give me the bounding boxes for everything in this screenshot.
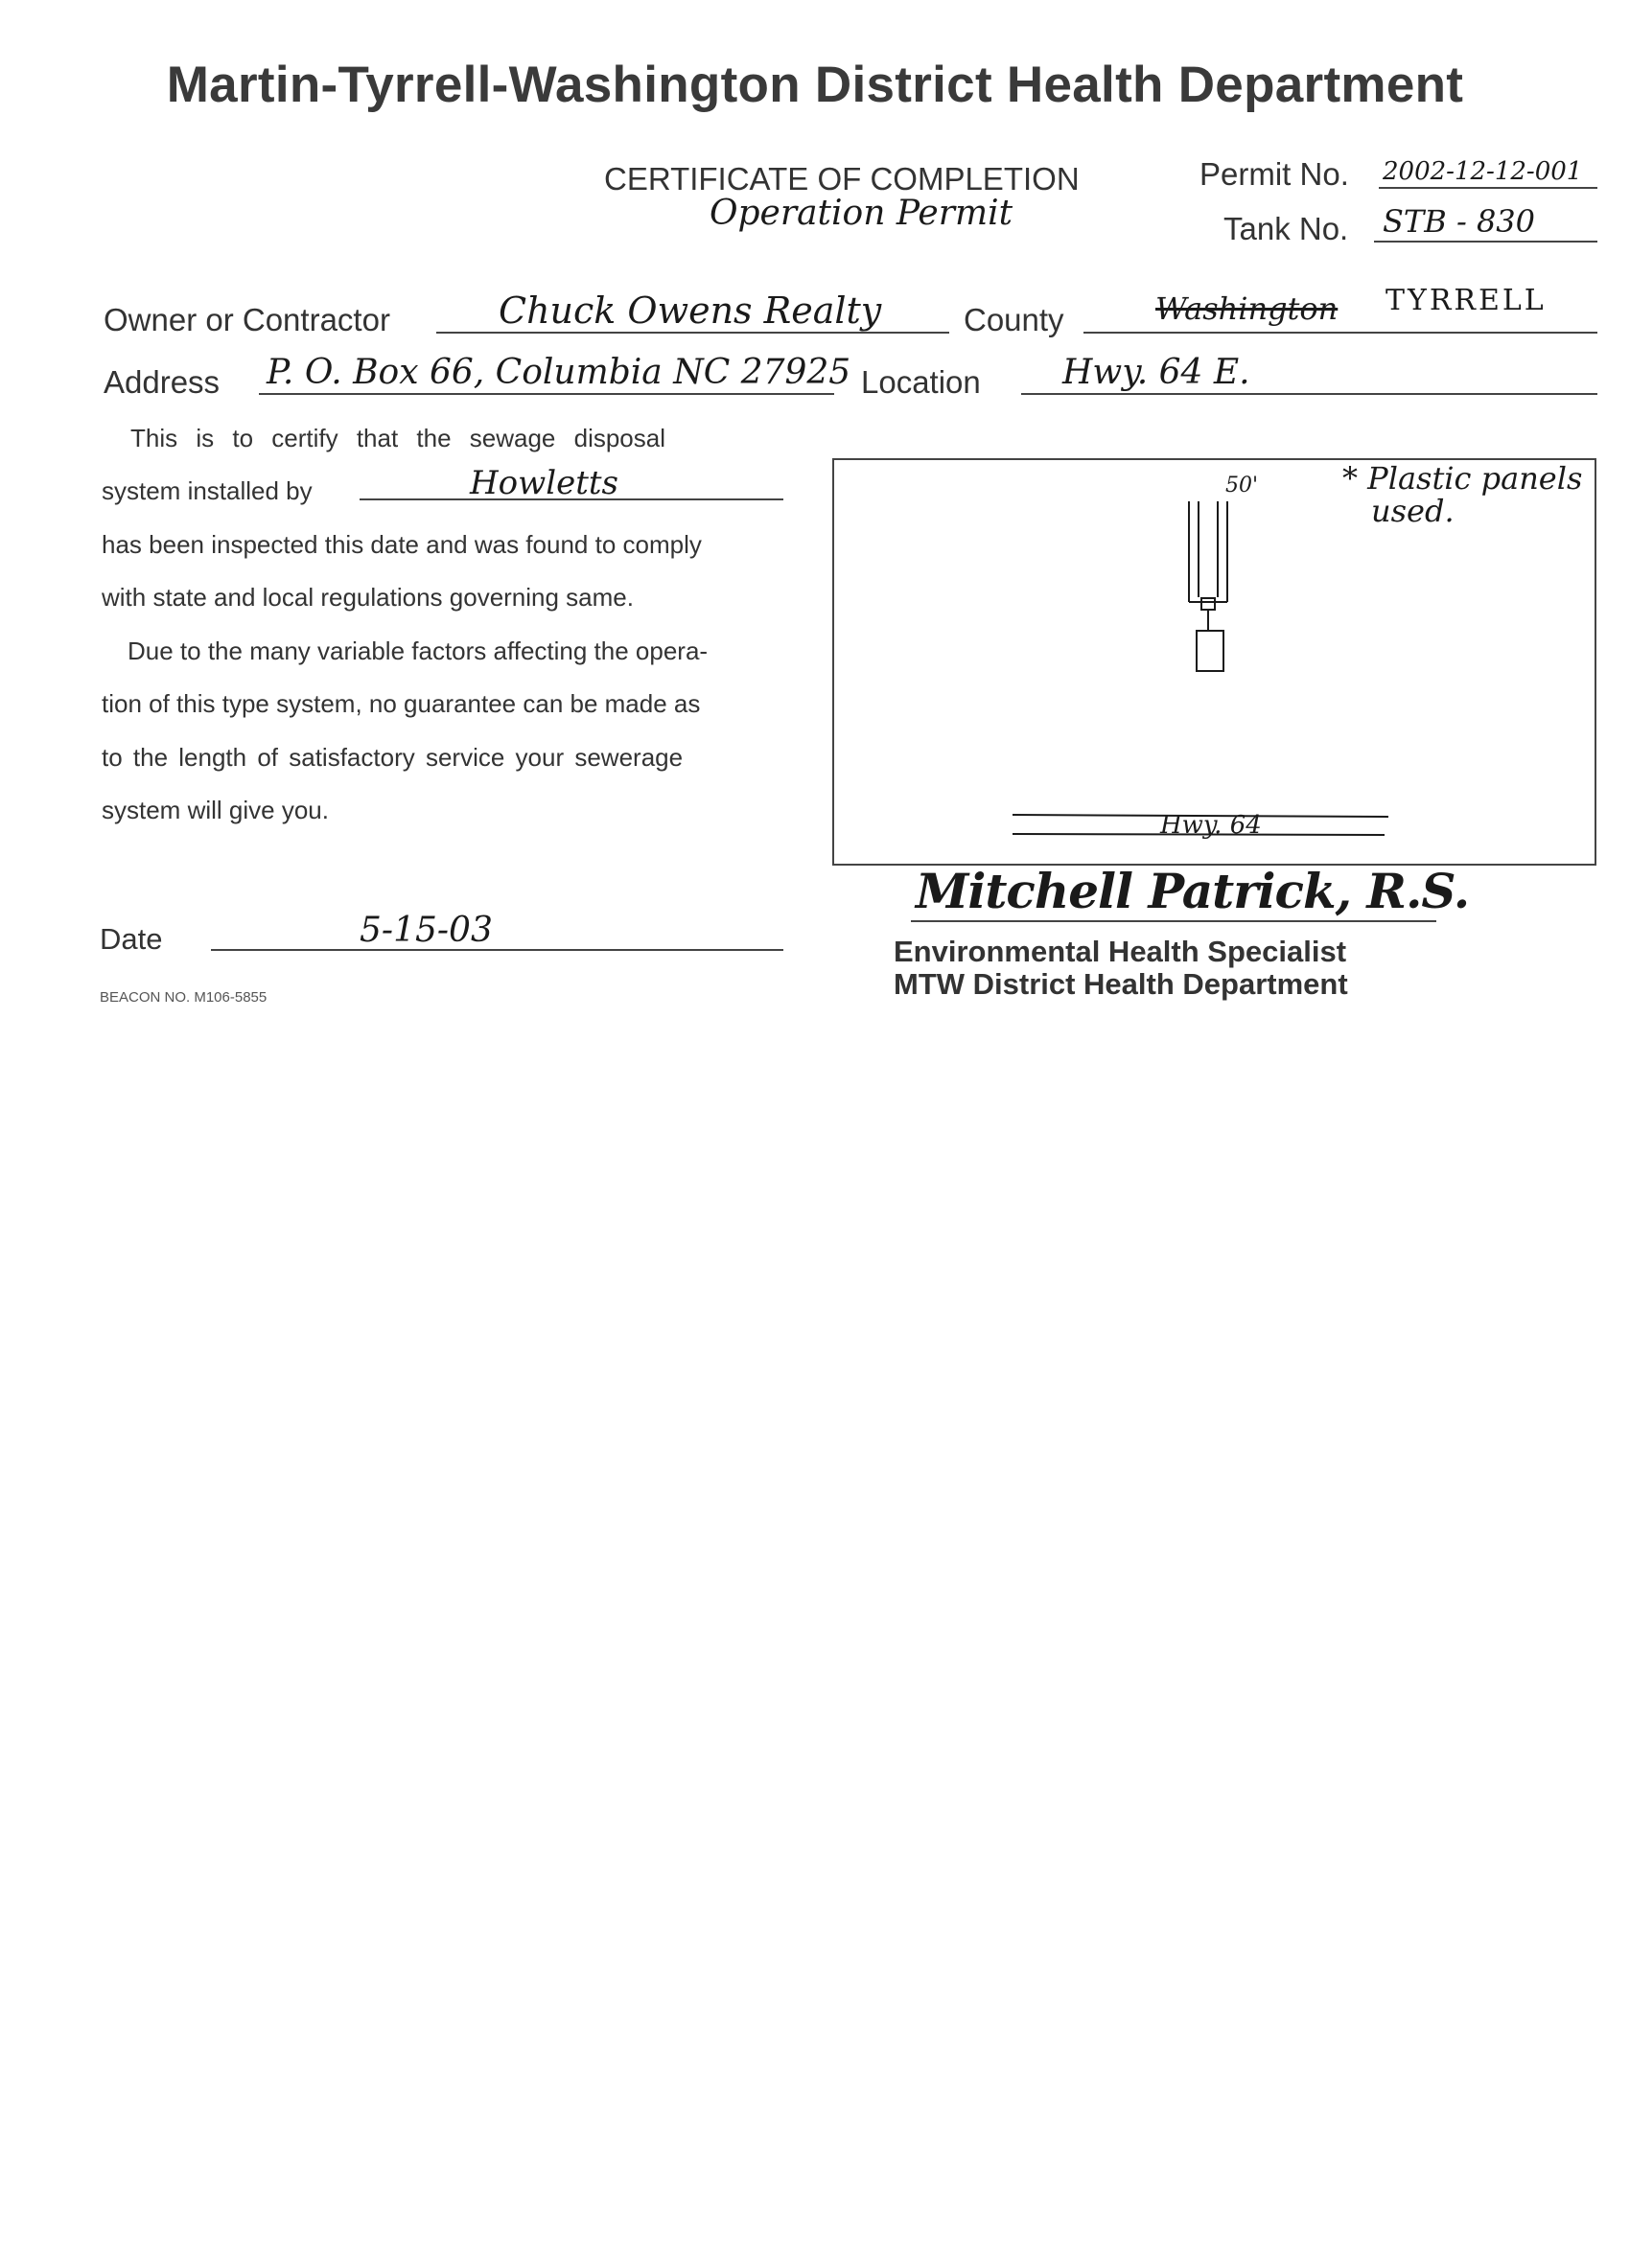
certify-line-3: has been inspected this date and was found to comply [102,530,702,559]
tank-line [1374,241,1597,243]
address-label: Address [104,364,221,400]
location-value: Hwy. 64 E. [1062,353,1250,392]
permit-value: 2002-12-12-001 [1383,157,1583,186]
permit-line [1379,187,1597,189]
address-value: P. O. Box 66, Columbia NC 27925 [267,353,851,392]
date-label: Date [100,922,163,956]
signature: Mitchell Patrick, R.S. [916,863,1470,919]
beacon-number: BEACON NO. M106-5855 [100,989,268,1006]
certificate-title: CERTIFICATE OF COMPLETION [604,161,1080,197]
county-struck: Washington [1155,290,1339,327]
signer-title: Environmental Health Specialist [894,935,1347,968]
permit-label: Permit No. [1199,156,1349,192]
location-line [1021,393,1597,395]
disclaimer-line-1: Due to the many variable factors affecting the opera- [128,636,709,665]
county-label: County [964,302,1064,337]
sketch-note-line-1: * Plastic panels [1342,460,1583,497]
sketch-distance-label: 50' [1225,474,1259,498]
installed-by-label: system installed by [102,476,313,505]
sketch-note-line-2: used. [1371,493,1455,529]
address-line [259,393,834,395]
disclaimer-line-3: to the length of satisfactory service your sewerage [102,743,684,772]
disclaimer-line-2: tion of this type system, no guarantee can be made as [102,689,701,718]
date-value: 5-15-03 [360,911,493,950]
certificate-subtitle: Operation Permit [710,194,1013,233]
owner-line [436,332,949,334]
disclaimer-line-4: system will give you. [102,796,329,824]
tank-value: STB - 830 [1383,203,1536,240]
location-label: Location [861,364,981,400]
certify-line-4: with state and local regulations governing same. [102,583,634,612]
date-line [211,949,783,951]
owner-value: Chuck Owens Realty [499,289,882,332]
signature-line [911,920,1436,922]
certify-line-1: This is to certify that the sewage disposal [130,424,666,452]
owner-label: Owner or Contractor [104,302,390,337]
tank-label: Tank No. [1223,211,1349,246]
site-sketch-box [832,458,1596,866]
sketch-road-label: Hwy. 64 [1160,811,1262,840]
county-value: TYRRELL [1386,284,1547,317]
site-sketch-drawing [832,458,1596,866]
department-title: Martin-Tyrrell-Washington District Health Department [166,57,1464,113]
installed-by-value: Howletts [470,464,618,502]
county-line [1083,332,1597,334]
signer-org: MTW District Health Department [894,967,1348,1001]
